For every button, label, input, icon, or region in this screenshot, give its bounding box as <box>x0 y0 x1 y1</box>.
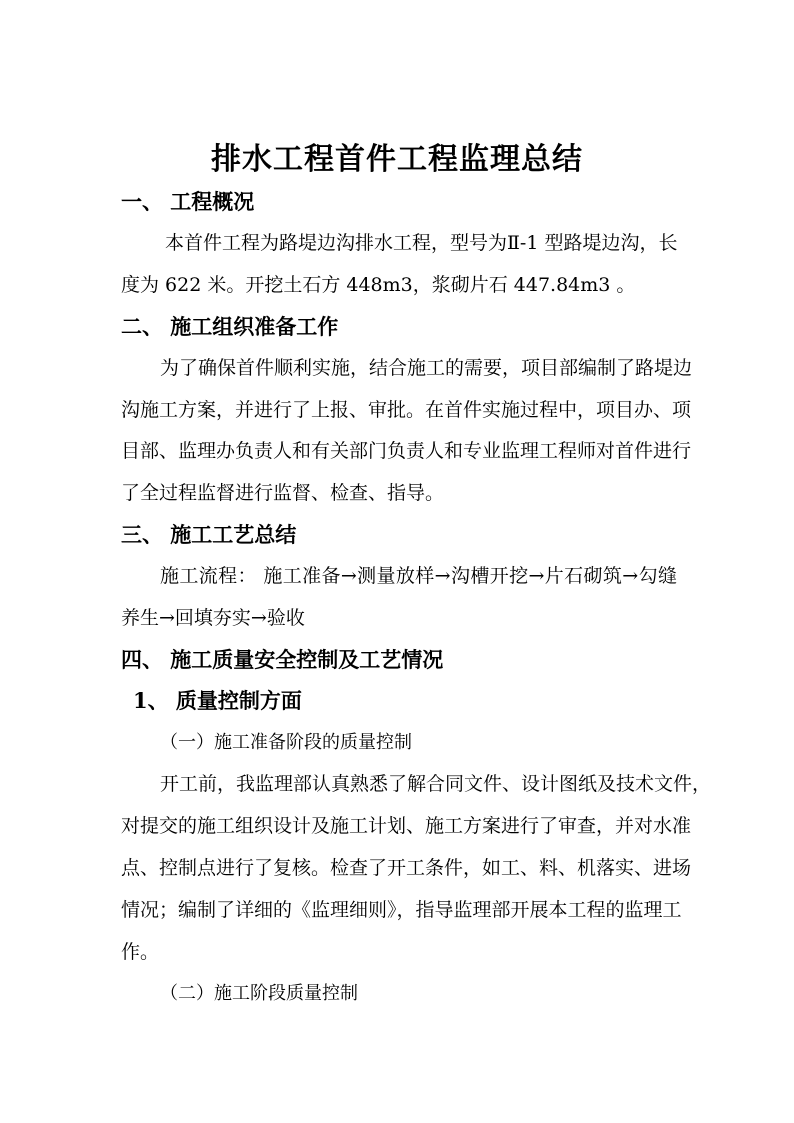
section-4-line-5: 作。 <box>121 941 160 963</box>
section-4-line-2: 对提交的施工组织设计及施工计划、施工方案进行了审查，并对水准 <box>121 815 692 837</box>
section-3-heading: 三、 施工工艺总结 <box>121 522 297 547</box>
section-4-heading: 四、 施工质量安全控制及工艺情况 <box>121 647 444 672</box>
section-4-line-1: 开工前，我监理部认真熟悉了解合同文件、设计图纸及技术文件， <box>160 773 712 795</box>
section-2-line-3: 目部、监理办负责人和有关部门负责人和专业监理工程师对首件进行 <box>121 440 692 462</box>
subsection-quality-control-heading: 1、 质量控制方面 <box>133 688 302 713</box>
section-2-line-4: 了全过程监督进行监督、检查、指导。 <box>121 482 445 504</box>
section-4-line-4: 情况；编制了详细的《监理细则》，指导监理部开展本工程的监理工 <box>121 899 682 921</box>
section-2-line-1: 为了确保首件顺利实施，结合施工的需要，项目部编制了路堤边 <box>160 357 693 379</box>
section-1-heading: 一、 工程概况 <box>121 189 255 214</box>
section-2-line-2: 沟施工方案，并进行了上报、审批。在首件实施过程中，项目办、项 <box>121 399 692 421</box>
section-1-line-1: 本首件工程为路堤边沟排水工程，型号为Ⅱ-1 型路堤边沟，长 <box>165 232 678 254</box>
section-2-heading: 二、 施工组织准备工作 <box>121 314 339 339</box>
page-title: 排水工程首件工程监理总结 <box>211 142 583 177</box>
section-3-line-1: 施工流程： 施工准备→测量放样→沟槽开挖→片石砌筑→勾缝 <box>160 565 677 587</box>
section-4-line-3: 点、控制点进行了复核。检查了开工条件，如工、料、机落实、进场 <box>121 857 692 879</box>
subsection-construction-stage-heading: （二）施工阶段质量控制 <box>160 983 358 1004</box>
subsection-preparation-stage-heading: （一）施工准备阶段的质量控制 <box>160 732 412 753</box>
section-3-line-2: 养生→回填夯实→验收 <box>121 607 305 629</box>
section-1-line-2: 度为 622 米。开挖土石方 448m3，浆砌片石 447.84m3 。 <box>121 274 636 296</box>
